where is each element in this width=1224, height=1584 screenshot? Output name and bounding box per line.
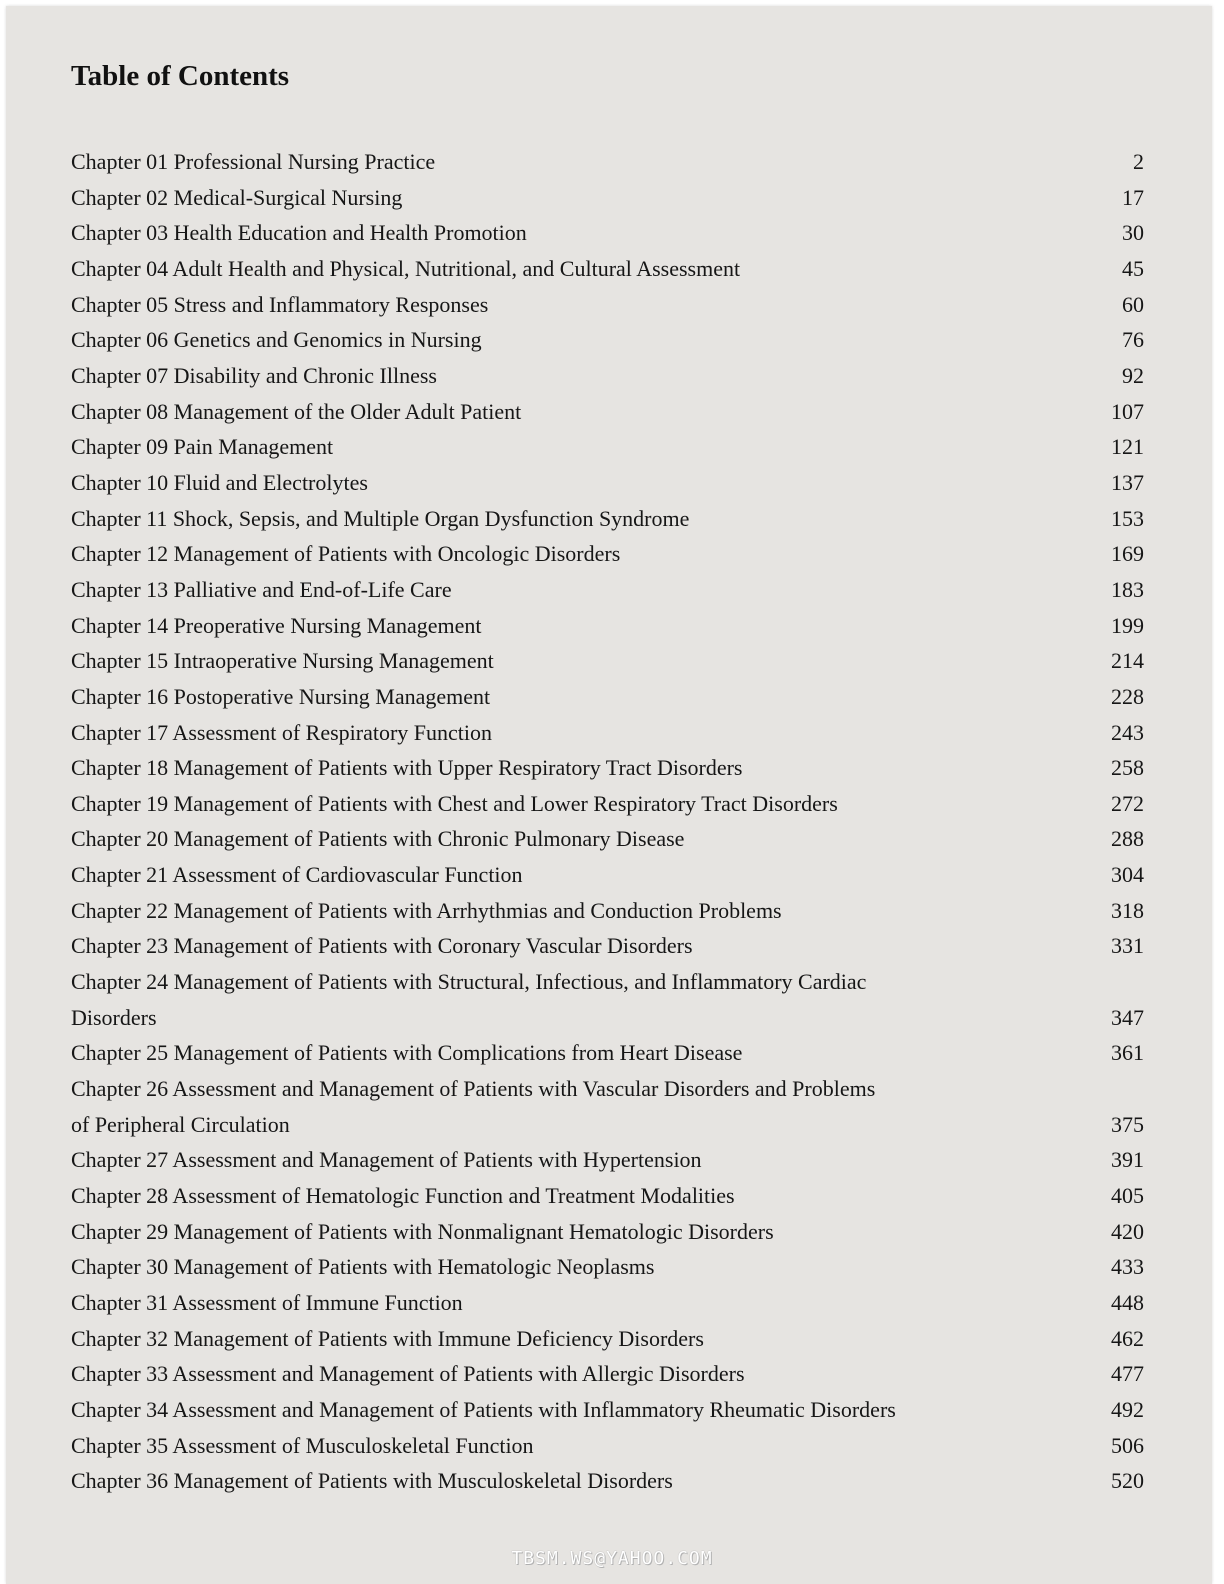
toc-entry-page-number: 60 [1122, 291, 1144, 317]
toc-entry[interactable] [71, 1392, 1144, 1428]
toc-entry[interactable] [71, 1428, 1144, 1464]
toc-entry-page-number: 304 [1111, 862, 1144, 888]
toc-entry[interactable] [71, 715, 1144, 751]
toc-entry-page-number: 477 [1111, 1361, 1144, 1387]
toc-entry[interactable] [71, 144, 1144, 180]
toc-entry-page-number: 76 [1122, 327, 1144, 353]
page-title: Table of Contents [71, 60, 290, 92]
toc-entry-title: Chapter 23 Management of Patients with Coronary Vascular Disorders [71, 933, 693, 959]
toc-entry[interactable] [71, 215, 1144, 251]
toc-entry-title: Chapter 19 Management of Patients with Chest and Lower Respiratory Tract Disorders [71, 790, 838, 816]
toc-entry-title: Chapter 31 Assessment of Immune Function [71, 1290, 463, 1315]
toc-entry-page-number: 169 [1111, 541, 1144, 567]
toc-entry-page-number: 405 [1111, 1183, 1144, 1209]
toc-entry-page-number: 45 [1122, 255, 1144, 281]
toc-entry-page-number: 492 [1111, 1396, 1144, 1422]
toc-entry[interactable] [71, 1463, 1144, 1499]
toc-entry-title: Chapter 13 Palliative and End-of-Life Care [71, 576, 452, 602]
toc-entry-title: Chapter 26 Assessment and Management of Patients with Vascular Disorders and Problems of Peripheral Circulation [71, 1076, 876, 1137]
toc-entry[interactable] [71, 608, 1144, 644]
toc-entry[interactable] [71, 857, 1144, 893]
toc-entry-title: Chapter 06 Genetics and Genomics in Nursing [71, 327, 482, 353]
toc-entry-title: Chapter 16 Postoperative Nursing Management [71, 683, 491, 709]
toc-entry-title: Chapter 21 Assessment of Cardiovascular Function [71, 862, 523, 888]
toc-entry-page-number: 243 [1111, 719, 1144, 745]
toc-entry-page-number: 391 [1111, 1147, 1144, 1173]
toc-entry-title: Chapter 11 Shock, Sepsis, and Multiple Organ Dysfunction Syndrome [71, 505, 690, 531]
footer-watermark: TBSM.WS@YAHOO.COM [511, 1548, 713, 1569]
toc-entry-page-number: 420 [1111, 1218, 1144, 1244]
toc-entry[interactable] [71, 786, 1144, 822]
toc-entry[interactable] [71, 964, 1144, 1035]
toc-entry-page-number: 361 [1111, 1040, 1144, 1066]
toc-entry-title: Chapter 36 Management of Patients with Musculoskeletal Disorders [71, 1468, 673, 1494]
toc-entry[interactable] [71, 1071, 1144, 1142]
toc-entry-title: Chapter 18 Management of Patients with Upper Respiratory Tract Disorders [71, 755, 743, 781]
toc-entry[interactable] [71, 679, 1144, 715]
toc-entry[interactable] [71, 1285, 1144, 1321]
toc-entry[interactable] [71, 536, 1144, 572]
toc-entry-title: Chapter 29 Management of Patients with Nonmalignant Hematologic Disorders [71, 1218, 774, 1244]
toc-entry-title: Chapter 27 Assessment and Management of Patients with Hypertension [71, 1147, 702, 1173]
toc-entry[interactable] [71, 821, 1144, 857]
toc-entry-page-number: 214 [1111, 648, 1144, 674]
toc-entry[interactable] [71, 358, 1144, 394]
toc-entry-title: Chapter 15 Intraoperative Nursing Management [71, 648, 494, 674]
toc-entry-title: Chapter 20 Management of Patients with Chronic Pulmonary Disease [71, 826, 685, 852]
toc-entry-title: Chapter 34 Assessment and Management of Patients with Inflammatory Rheumatic Disorders [71, 1396, 896, 1422]
table-of-contents [71, 144, 1144, 1499]
toc-entry[interactable] [71, 501, 1144, 537]
toc-entry-page-number: 183 [1111, 576, 1144, 602]
toc-entry-page-number: 331 [1111, 933, 1144, 959]
toc-entry-title: Chapter 09 Pain Management [71, 434, 334, 460]
toc-entry[interactable] [71, 251, 1144, 287]
toc-entry[interactable] [71, 287, 1144, 323]
toc-entry[interactable] [71, 928, 1144, 964]
toc-entry-title: Chapter 28 Assessment of Hematologic Function and Treatment Modalities [71, 1183, 735, 1209]
toc-entry-page-number: 153 [1111, 505, 1144, 531]
toc-entry-title: Chapter 05 Stress and Inflammatory Responses [71, 291, 489, 317]
toc-entry-page-number: 107 [1111, 398, 1144, 424]
toc-entry[interactable] [71, 180, 1144, 216]
toc-entry-page-number: 506 [1111, 1432, 1144, 1458]
toc-entry[interactable] [71, 429, 1144, 465]
toc-entry[interactable] [71, 643, 1144, 679]
toc-entry-page-number: 375 [1111, 1111, 1144, 1137]
toc-entry-title: Chapter 24 Management of Patients with Structural, Infectious, and Inflammatory Cardiac Disorders [71, 969, 867, 1030]
toc-entry-page-number: 288 [1111, 826, 1144, 852]
toc-entry-title: Chapter 17 Assessment of Respiratory Function [71, 719, 493, 745]
toc-entry[interactable] [71, 750, 1144, 786]
toc-entry[interactable] [71, 1142, 1144, 1178]
toc-entry-page-number: 30 [1122, 220, 1144, 246]
toc-entry-title: Chapter 08 Management of the Older Adult Patient [71, 398, 522, 424]
toc-entry-title: Chapter 01 Professional Nursing Practice [71, 149, 436, 174]
toc-entry[interactable] [71, 1214, 1144, 1250]
toc-entry[interactable] [71, 1356, 1144, 1392]
toc-entry[interactable] [71, 893, 1144, 929]
toc-entry-title: Chapter 04 Adult Health and Physical, Nutritional, and Cultural Assessment [71, 255, 741, 281]
toc-entry-title: Chapter 03 Health Education and Health Promotion [71, 220, 527, 246]
document-page [6, 6, 1212, 1584]
toc-entry[interactable] [71, 1321, 1144, 1357]
toc-entry-page-number: 17 [1122, 184, 1144, 210]
toc-entry-title: Chapter 33 Assessment and Management of Patients with Allergic Disorders [71, 1361, 745, 1387]
toc-entry[interactable] [71, 572, 1144, 608]
toc-entry-page-number: 137 [1111, 469, 1144, 495]
toc-entry-title: Chapter 12 Management of Patients with Oncologic Disorders [71, 541, 621, 567]
toc-entry-page-number: 433 [1111, 1254, 1144, 1280]
toc-entry[interactable] [71, 394, 1144, 430]
toc-entry-page-number: 347 [1111, 1004, 1144, 1030]
toc-entry-page-number: 462 [1111, 1325, 1144, 1351]
toc-entry-title: Chapter 22 Management of Patients with Arrhythmias and Conduction Problems [71, 897, 782, 923]
toc-entry-page-number: 520 [1111, 1468, 1144, 1494]
toc-entry[interactable] [71, 1249, 1144, 1285]
toc-entry-title: Chapter 10 Fluid and Electrolytes [71, 469, 368, 495]
toc-entry-page-number: 272 [1111, 790, 1144, 816]
toc-entry-page-number: 92 [1122, 362, 1144, 388]
toc-entry-title: Chapter 02 Medical-Surgical Nursing [71, 184, 403, 210]
toc-entry-page-number: 2 [1133, 149, 1144, 174]
toc-entry-title: Chapter 35 Assessment of Musculoskeletal Function [71, 1432, 534, 1458]
toc-entry[interactable] [71, 1178, 1144, 1214]
toc-entry[interactable] [71, 465, 1144, 501]
toc-entry-page-number: 258 [1111, 755, 1144, 781]
toc-entry[interactable] [71, 322, 1144, 358]
toc-entry-page-number: 318 [1111, 897, 1144, 923]
toc-entry-title: Chapter 30 Management of Patients with Hematologic Neoplasms [71, 1254, 655, 1280]
toc-entry-page-number: 121 [1111, 434, 1144, 460]
toc-entry-page-number: 199 [1111, 612, 1144, 638]
toc-entry-title: Chapter 25 Management of Patients with Complications from Heart Disease [71, 1040, 743, 1066]
toc-entry-page-number: 228 [1111, 683, 1144, 709]
toc-entry-title: Chapter 14 Preoperative Nursing Management [71, 612, 482, 638]
toc-entry-page-number: 448 [1111, 1290, 1144, 1315]
toc-entry[interactable] [71, 1035, 1144, 1071]
toc-entry-title: Chapter 07 Disability and Chronic Illness [71, 362, 437, 388]
toc-entry-title: Chapter 32 Management of Patients with Immune Deficiency Disorders [71, 1325, 704, 1351]
